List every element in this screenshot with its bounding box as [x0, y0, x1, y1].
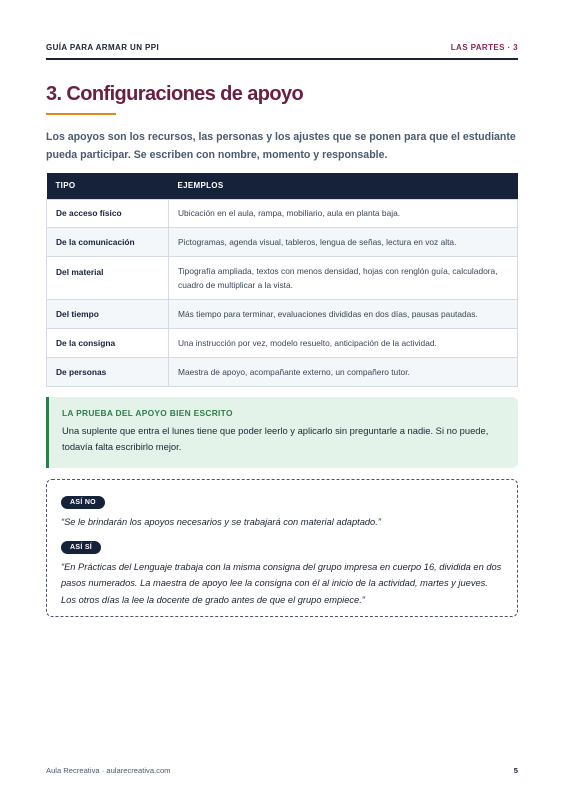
footer-site: Aula Recreativa · aularecreativa.com — [46, 766, 171, 775]
row-examples: Ubicación en el aula, rampa, mobiliario, aula en planta baja. — [169, 199, 518, 227]
header-rule — [46, 58, 518, 60]
callout-label: LA PRUEBA DEL APOYO BIEN ESCRITO — [62, 408, 233, 418]
column-header-tipo: TIPO — [47, 173, 169, 199]
table-row — [47, 357, 518, 386]
page-footer — [46, 766, 518, 775]
table-row — [47, 256, 518, 299]
running-header — [46, 43, 518, 52]
good-example-badge: ASÍ SÍ — [61, 541, 101, 554]
bad-example-badge: ASÍ NO — [61, 496, 105, 509]
tip-callout — [46, 397, 518, 468]
column-header-ejemplos: EJEMPLOS — [169, 173, 518, 199]
header-guide-title: GUÍA PARA ARMAR UN PPI — [46, 43, 160, 52]
row-examples: Maestra de apoyo, acompañante externo, un compañero tutor. — [169, 357, 518, 386]
title-underline — [46, 113, 116, 115]
good-example-quote: “En Prácticas del Lenguaje trabaja con la misma consigna del grupo impresa en cuerpo 16, dividida en dos pasos numerados. La maestra de apoyo lee la consigna con él al inicio de la actividad, martes y jueves. Los otros días la lee la docente de grado antes de que el grupo empiece.” — [61, 561, 502, 605]
table-header-row — [47, 173, 518, 199]
page-number: 5 — [513, 766, 518, 775]
page-title: 3. Configuraciones de apoyo — [46, 83, 304, 105]
table-row — [47, 328, 518, 357]
row-examples: Pictogramas, agenda visual, tableros, lengua de señas, lectura en voz alta. — [169, 227, 518, 256]
page — [46, 0, 518, 800]
row-type: De la consigna — [47, 328, 169, 357]
intro-paragraph: Los apoyos son los recursos, las personas y los ajustes que se ponen para que el estudiante pueda participar. Se escriben con nombre, momento y responsable. — [46, 131, 516, 161]
table-row — [47, 227, 518, 256]
header-section: LAS PARTES · 3 — [450, 43, 518, 52]
row-examples: Tipografía ampliada, textos con menos densidad, hojas con renglón guía, calculadora, cuadro de multiplicar a la vista. — [169, 256, 518, 299]
row-examples: Más tiempo para terminar, evaluaciones divididas en dos días, pausas pautadas. — [169, 299, 518, 328]
row-type: Del material — [47, 256, 169, 299]
bad-example-quote: “Se le brindarán los apoyos necesarios y se trabajará con material adaptado.” — [61, 517, 381, 527]
row-type: De la comunicación — [47, 227, 169, 256]
callout-text: Una suplente que entra el lunes tiene que poder leerlo y aplicarlo sin preguntarle a nadie. Si no puede, todavía falta escribirlo mejor. — [62, 425, 489, 452]
table-row — [47, 199, 518, 227]
support-types-table — [46, 173, 518, 387]
examples-box — [46, 479, 518, 617]
row-type: De personas — [47, 357, 169, 386]
row-type: De acceso físico — [47, 199, 169, 227]
row-type: Del tiempo — [47, 299, 169, 328]
table-row — [47, 299, 518, 328]
row-examples: Una instrucción por vez, modelo resuelto, anticipación de la actividad. — [169, 328, 518, 357]
